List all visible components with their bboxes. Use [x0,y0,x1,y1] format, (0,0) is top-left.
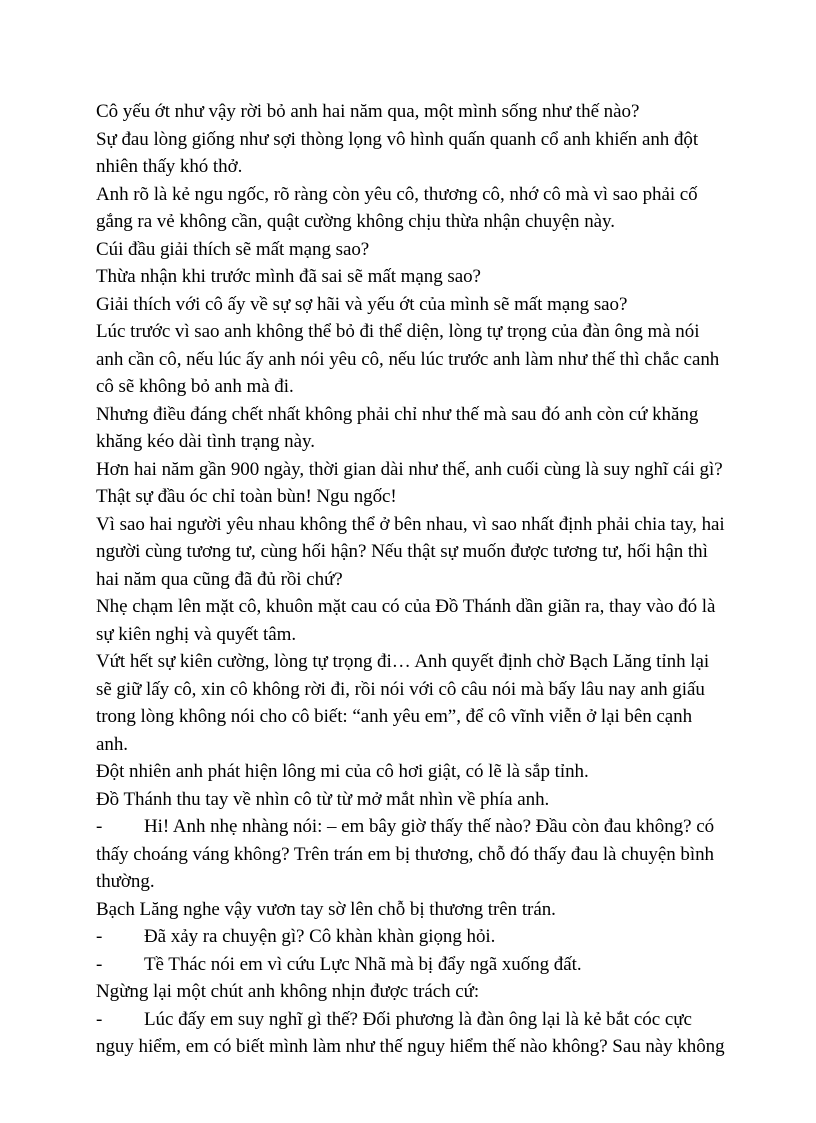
paragraph: Thừa nhận khi trước mình đã sai sẽ mất mạng sao? [96,266,481,287]
paragraph: Vứt hết sự kiên cường, lòng tự trọng đi… Anh quyết định chờ Bạch Lăng tỉnh lại sẽ giữ lấy cô, xin cô không rời đi, rồi nói với cô câu nói mà bấy lâu nay anh giấu trong lòng không nói cho cô biết: “anh yêu em”, để cô vĩnh viễn ở lại bên cạnh anh. [96,651,710,755]
paragraph: Bạch Lăng nghe vậy vươn tay sờ lên chỗ bị thương trên trán. [96,898,556,920]
document-page [96,98,728,1061]
paragraph: Giải thích với cô ấy về sự sợ hãi và yếu ớt của mình sẽ mất mạng sao? [96,293,628,315]
paragraph: Lúc trước vì sao anh không thể bỏ đi thể diện, lòng tự trọng của đàn ông mà nói anh cần cô, nếu lúc ấy anh nói yêu cô, nếu lúc trước anh làm như thế thì chắc canh cô sẽ không bỏ anh mà đi. [96,321,720,397]
paragraph: Anh rõ là kẻ ngu ngốc, rõ ràng còn yêu cô, thương cô, nhớ cô mà vì sao phải cố gắng ra vẻ không cần, quật cường không chịu thừa nhận chuyện này. [96,183,698,232]
dialog-dash: - [96,926,103,947]
paragraph: Cúi đầu giải thích sẽ mất mạng sao? [96,238,370,260]
paragraph: Đồ Thánh thu tay về nhìn cô từ từ mở mắt nhìn về phía anh. [96,788,550,810]
dialog-line [96,923,728,951]
paragraph: Cô yếu ớt như vậy rời bỏ anh hai năm qua, một mình sống như thế nào? [96,101,640,122]
dialog-text: Đã xảy ra chuyện gì? Cô khàn khàn giọng hỏi. [144,926,496,947]
dialog-line [96,813,728,896]
paragraph: Vì sao hai người yêu nhau không thể ở bên nhau, vì sao nhất định phải chia tay, hai người cùng tương tư, cùng hối hận? Nếu thật sự muốn được tương tư, hối hận thì hai năm qua cũng đã đủ rồi chứ? [96,513,725,590]
paragraph: Hơn hai năm gần 900 ngày, thời gian dài như thế, anh cuối cùng là suy nghĩ cái gì? Thật sự đầu óc chỉ toàn bùn! Ngu ngốc! [96,458,723,507]
paragraph: Sự đau lòng giống như sợi thòng lọng vô hình quấn quanh cổ anh khiến anh đột nhiên thấy khó thở. [96,128,699,177]
dialog-text: Hi! Anh nhẹ nhàng nói: – em bây giờ thấy thế nào? Đầu còn đau không? có thấy choáng váng không? Trên trán em bị thương, chỗ đó thấy đau là chuyện bình thường. [96,816,715,892]
dialog-dash: - [96,1008,103,1030]
paragraph: Ngừng lại một chút anh không nhịn được trách cứ: [96,981,480,1002]
paragraph: Nhẹ chạm lên mặt cô, khuôn mặt cau có của Đồ Thánh dần giãn ra, thay vào đó là sự kiên nghị và quyết tâm. [96,596,716,645]
paragraph: Đột nhiên anh phát hiện lông mi của cô hơi giật, có lẽ là sắp tỉnh. [96,761,589,782]
paragraph: Nhưng điều đáng chết nhất không phải chỉ như thế mà sau đó anh còn cứ khăng khăng kéo dài tình trạng này. [96,403,699,452]
dialog-line [96,951,728,979]
dialog-text: Lúc đấy em suy nghĩ gì thế? Đối phương là đàn ông lại là kẻ bắt cóc cực nguy hiểm, em có biết mình làm như thế nguy hiểm thế nào không? Sau này không [96,1008,725,1057]
dialog-dash: - [96,953,103,975]
dialog-dash: - [96,816,103,837]
dialog-line [96,1006,728,1061]
dialog-text: Tề Thác nói em vì cứu Lực Nhã mà bị đẩy ngã xuống đất. [144,953,582,975]
